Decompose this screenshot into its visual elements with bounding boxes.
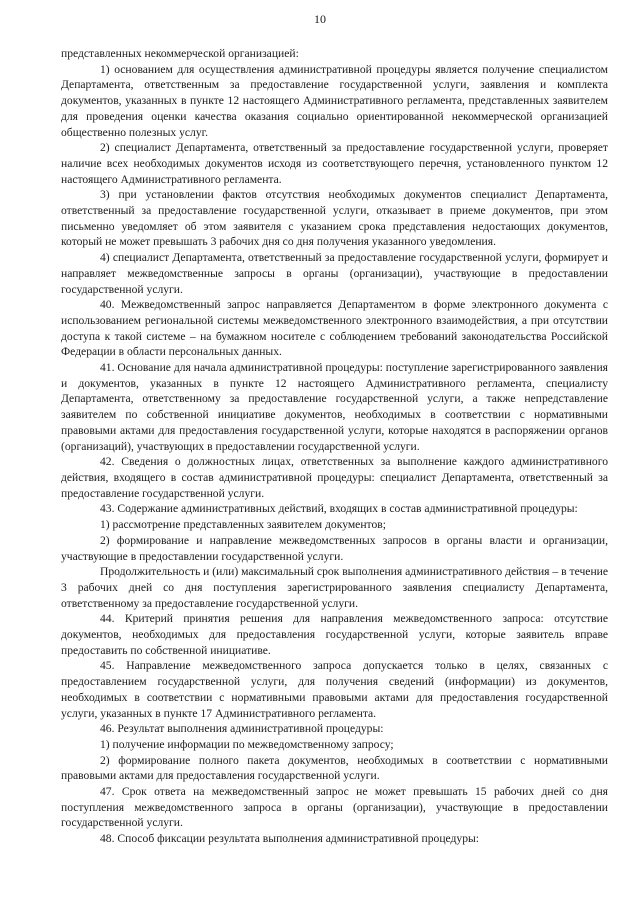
paragraph: 44. Критерий принятия решения для направления межведомственного запроса: отсутствие документов, необходимых для предоставления государственной услуги, которые заявитель вправе предоставить по собственной инициативе. (61, 612, 608, 657)
paragraph: 41. Основание для начала административной процедуры: поступление зарегистрированного заявления и документов, указанных в пункте 12 настоящего Административного регламента, специалисту Департамента, ответственному за предоставление государственной услуги, а также непредставление заявителем по собственной инициативе документов, необходимых в соответствии с нормативными правовыми актами для предоставления государственной услуги, которые находятся в распоряжении органов (организаций), участвующих в предоставлении государственной услуги. (61, 361, 608, 453)
paragraph: 47. Срок ответа на межведомственный запрос не может превышать 15 рабочих дней со дня поступления межведомственного запроса в органы (организации), участвующие в предоставлении государственной услуги. (61, 785, 608, 830)
paragraph: 3) при установлении фактов отсутствия необходимых документов специалист Департамента, ответственный за предоставление государственной услуги, отказывает в приеме документов, при этом письменно уведомляет об этом заявителя с указанием срока представления недостающих документов, который не может превышать 3 рабочих дня со дня получения указанного уведомления. (61, 188, 608, 249)
paragraph: представленных некоммерческой организацией: (61, 47, 299, 60)
paragraph: 2) формирование и направление межведомственных запросов в органы власти и организации, участвующие в предоставлении государственной услуги. (61, 533, 608, 563)
paragraph: 40. Межведомственный запрос направляется Департаментом в форме электронного документа с использованием региональной системы межведомственного электронного взаимодействия, а при отсутствии доступа к такой системе – на бумажном носителе с соблюдением требований законодательства Российской Федерации в области персональных данных. (61, 298, 608, 359)
paragraph: 1) получение информации по межведомственному запросу; (100, 737, 394, 751)
paragraph: 4) специалист Департамента, ответственный за предоставление государственной услуги, формирует и направляет межведомственные запросы в органы (организации), участвующие в предоставлении государственной услуги. (61, 251, 608, 296)
document-body (61, 46, 608, 847)
paragraph: 2) специалист Департамента, ответственный за предоставление государственной услуги, проверяет наличие всех необходимых документов исходя из соответствующего перечня, установленного пунктом 12 настоящего Административного регламента. (61, 141, 608, 186)
paragraph: 46. Результат выполнения административной процедуры: (100, 722, 384, 736)
paragraph: 2) формирование полного пакета документов, необходимых в соответствии с нормативными правовыми актами для предоставления государственной услуги. (61, 753, 608, 783)
paragraph: 42. Сведения о должностных лицах, ответственных за выполнение каждого административного действия, входящего в состав административной процедуры: специалист Департамента, ответственный за предоставление государственной услуги. (61, 455, 608, 500)
paragraph: 48. Способ фиксации результата выполнения административной процедуры: (100, 832, 480, 846)
paragraph: 45. Направление межведомственного запроса допускается только в целях, связанных с предоставлением государственной услуги, для получения сведений (информации) из документов, необходимых в соответствии с нормативными правовыми актами для предоставления государственной услуги, указанных в пункте 17 Административного регламента. (61, 659, 608, 720)
paragraph: Продолжительность и (или) максимальный срок выполнения административного действия – в течение 3 рабочих дней со дня поступления зарегистрированного заявления специалисту Департамента, ответственному за предоставление государственной услуги. (61, 565, 608, 610)
paragraph: 1) основанием для осуществления административной процедуры является получение специалистом Департамента, ответственным за предоставление государственной услуги, заявления и комплекта документов, указанных в пункте 12 настоящего Административного регламента, представленных заявителем для проведения оценки качества оказания социально ориентированной некоммерческой организацией общественно полезных услуг. (61, 62, 608, 139)
page-number: 10 (314, 12, 326, 26)
paragraph: 1) рассмотрение представленных заявителем документов; (100, 518, 386, 532)
paragraph: 43. Содержание административных действий, входящих в состав административной процедуры: (100, 502, 578, 516)
